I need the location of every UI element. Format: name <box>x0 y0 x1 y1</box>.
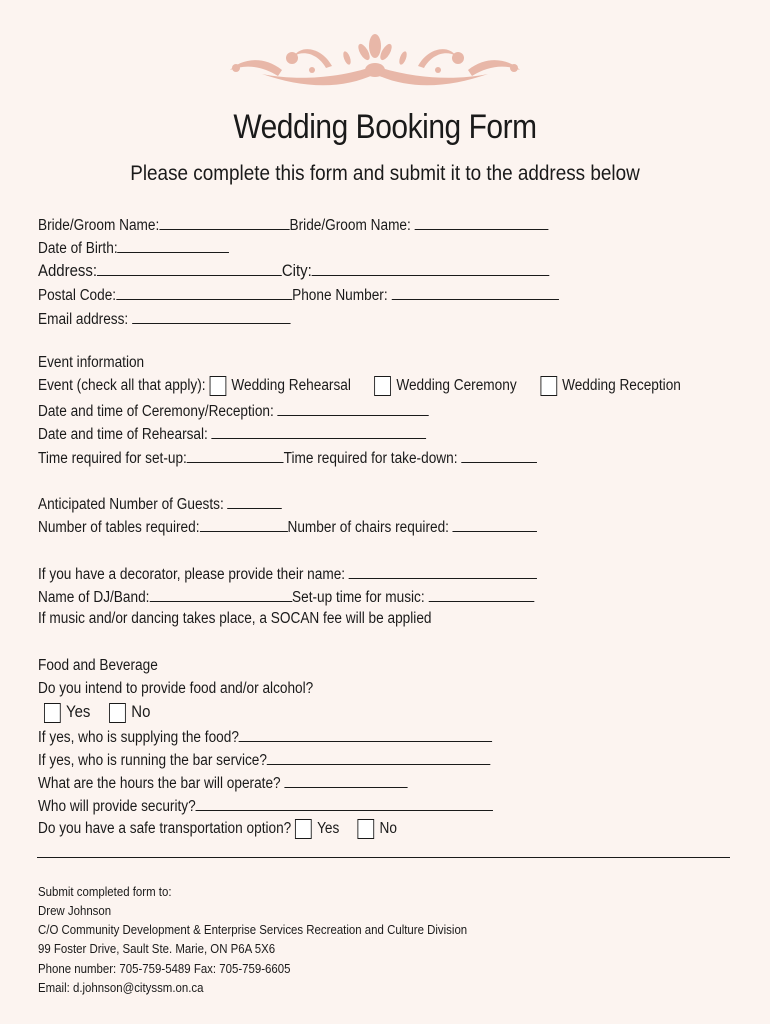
transport-no-label: No <box>379 820 397 838</box>
food-supplier-label: If yes, who is supplying the food? <box>38 729 239 746</box>
postal-field[interactable] <box>116 284 292 300</box>
takedown-time-field[interactable] <box>461 447 537 463</box>
music-setup-label: Set-up time for music: <box>292 589 425 606</box>
row-ceremony-time <box>38 400 429 422</box>
food-heading: Food and Beverage <box>38 657 158 674</box>
address-field[interactable] <box>97 260 282 276</box>
bride-groom-field-2[interactable] <box>415 214 549 230</box>
dj-field[interactable] <box>149 586 292 602</box>
reception-label: Wedding Reception <box>562 377 681 395</box>
takedown-time-label: Time required for take-down: <box>283 450 458 467</box>
transport-no-checkbox[interactable] <box>357 819 374 839</box>
bar-service-label: If yes, who is running the bar service? <box>38 752 267 769</box>
food-question: Do you intend to provide food and/or alcohol? <box>38 680 314 697</box>
ceremony-time-label: Date and time of Ceremony/Reception: <box>38 403 274 420</box>
row-event-types <box>38 376 681 396</box>
ceremony-label: Wedding Ceremony <box>396 377 517 395</box>
reception-checkbox[interactable] <box>540 376 557 396</box>
row-food-yes-no <box>44 702 150 723</box>
footer-line-division: C/O Community Development & Enterprise Services Recreation and Culture Division <box>38 922 468 937</box>
event-heading: Event information <box>38 354 145 371</box>
tables-field[interactable] <box>199 516 287 532</box>
row-security <box>38 795 493 817</box>
footer-line-email: Email: d.johnson@cityssm.on.ca <box>38 980 204 995</box>
email-field[interactable] <box>132 308 290 324</box>
rehearsal-time-label: Date and time of Rehearsal: <box>38 426 208 443</box>
rehearsal-checkbox[interactable] <box>209 376 226 396</box>
food-no-label: No <box>131 702 151 721</box>
row-food-supplier <box>38 726 492 748</box>
setup-time-label: Time required for set-up: <box>38 450 187 467</box>
bar-hours-label: What are the hours the bar will operate? <box>38 775 281 792</box>
ceremony-checkbox[interactable] <box>374 376 391 396</box>
chairs-field[interactable] <box>453 516 537 532</box>
rehearsal-label: Wedding Rehearsal <box>231 377 351 395</box>
bar-hours-field[interactable] <box>284 772 407 788</box>
security-label: Who will provide security? <box>38 798 196 815</box>
setup-time-field[interactable] <box>187 447 284 463</box>
tables-label: Number of tables required: <box>38 519 200 536</box>
decorator-field[interactable] <box>349 563 537 579</box>
phone-field[interactable] <box>391 284 558 300</box>
transport-yes-label: Yes <box>317 820 340 838</box>
transport-yes-checkbox[interactable] <box>295 819 312 839</box>
dj-label: Name of DJ/Band: <box>38 589 150 606</box>
email-label: Email address: <box>38 311 129 328</box>
food-supplier-field[interactable] <box>239 726 492 742</box>
security-field[interactable] <box>196 795 493 811</box>
food-no-checkbox[interactable] <box>109 703 126 723</box>
row-transport <box>38 819 397 839</box>
city-label: City: <box>281 261 312 280</box>
row-bar-service <box>38 749 490 771</box>
divider <box>37 857 730 858</box>
bride-groom-label-2: Bride/Groom Name: <box>289 217 411 234</box>
bride-groom-label-1: Bride/Groom Name: <box>38 217 160 234</box>
city-field[interactable] <box>312 260 550 276</box>
row-decorator <box>38 563 537 585</box>
row-setup-time <box>38 447 537 469</box>
row-address <box>38 260 549 281</box>
row-postal <box>38 284 559 306</box>
footer-line-name: Drew Johnson <box>38 903 112 918</box>
row-names <box>38 214 548 236</box>
row-tables <box>38 516 537 538</box>
dob-field[interactable] <box>118 237 230 253</box>
footer-line-phone: Phone number: 705-759-5489 Fax: 705-759-6605 <box>38 961 291 976</box>
rehearsal-time-field[interactable] <box>212 423 427 439</box>
dob-label: Date of Birth: <box>38 240 118 257</box>
phone-label: Phone Number: <box>292 287 388 304</box>
guests-label: Anticipated Number of Guests: <box>38 496 224 513</box>
footer-line-submit: Submit completed form to: <box>38 884 172 899</box>
bride-groom-field-1[interactable] <box>159 214 289 230</box>
footer-line-address: 99 Foster Drive, Sault Ste. Marie, ON P6A 5X6 <box>38 941 276 956</box>
socan-note: If music and/or dancing takes place, a SOCAN fee will be applied <box>38 610 432 627</box>
decorator-label: If you have a decorator, please provide their name: <box>38 566 346 583</box>
transport-label: Do you have a safe transportation option? <box>38 820 292 838</box>
address-label: Address: <box>38 261 98 280</box>
bar-service-field[interactable] <box>267 749 491 765</box>
row-dj <box>38 586 534 608</box>
food-yes-label: Yes <box>66 702 91 721</box>
row-email <box>38 308 290 330</box>
chairs-label: Number of chairs required: <box>287 519 449 536</box>
form-subtitle: Please complete this form and submit it to the address below <box>130 162 640 185</box>
event-check-label: Event (check all that apply): <box>38 377 206 395</box>
form-title: Wedding Booking Form <box>233 108 537 146</box>
postal-label: Postal Code: <box>38 287 117 304</box>
food-yes-checkbox[interactable] <box>44 703 61 723</box>
row-bar-hours <box>38 772 408 794</box>
row-dob <box>38 237 229 259</box>
music-setup-field[interactable] <box>428 586 534 602</box>
row-guests <box>38 493 282 515</box>
row-rehearsal-time <box>38 423 426 445</box>
floral-ornament-icon <box>222 30 528 92</box>
ceremony-time-field[interactable] <box>278 400 429 416</box>
guests-field[interactable] <box>228 493 283 509</box>
